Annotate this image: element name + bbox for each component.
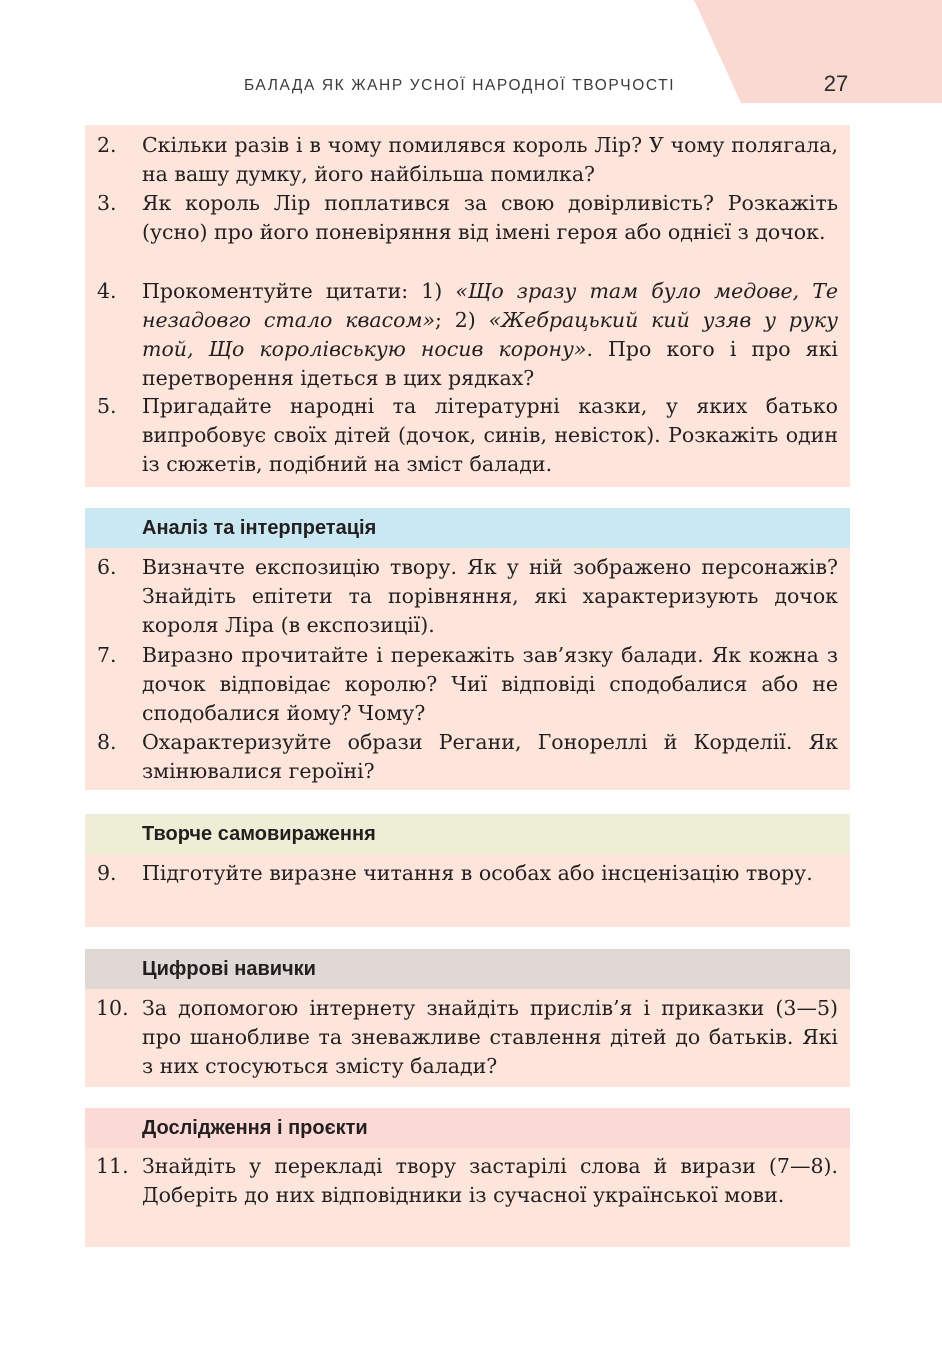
question-number: 3. [97, 191, 117, 215]
question-3 [85, 189, 850, 247]
question-text [142, 277, 838, 393]
question-text-part: Прокоментуйте цитати: 1) [142, 279, 456, 303]
running-title: БАЛАДА ЯК ЖАНР УСНОЇ НАРОДНОЇ ТВОРЧОСТІ [244, 77, 676, 94]
question-number: 2. [97, 133, 117, 157]
question-11 [85, 1152, 850, 1210]
question-text: Як король Лір поплатився за свою довірливість? Розкажіть (усно) про його поневіряння від імені героя або однієї з дочок. [142, 191, 838, 244]
question-10 [85, 994, 850, 1081]
question-5 [85, 392, 850, 479]
question-text: Підготуйте виразне читання в особах або інсценізацію твору. [142, 861, 813, 885]
question-text: Виразно прочитайте і перекажіть зав’язку балади. Як кожна з дочок відповідає королю? Чиї відповіді сподобалися або не сподобалися йому? Чому? [142, 643, 838, 725]
question-text: Знайдіть у перекладі твору застарілі слова й вирази (7—8). Доберіть до них відповідники із сучасної української мови. [142, 1154, 838, 1207]
question-number: 7. [97, 643, 117, 667]
question-text: За допомогою інтернету знайдіть прислів’я і приказки (3—5) про шанобливе та зневажливе ставлення дітей до батьків. Які з них стосуються змісту балади? [142, 996, 838, 1078]
section-header-research: Дослідження і проєкти [85, 1108, 850, 1148]
question-9 [85, 859, 850, 888]
section-header-creative: Творче самовираження [85, 814, 850, 854]
question-number: 10. [96, 996, 129, 1020]
question-text-part: . Про кого і про які перетворення ідеться в цих рядках? [142, 337, 838, 390]
question-number: 4. [97, 279, 117, 303]
section-header-analysis: Аналіз та інтерпретація [85, 508, 850, 548]
question-text: Визначте експозицію твору. Як у ній зображено персонажів? Знайдіть епітети та порівняння, які характеризують дочок короля Ліра (в експозиції). [142, 555, 838, 637]
quotation-2: «Жебрацький кий узяв у руку той, Що королівськую носив корону» [142, 308, 838, 361]
question-6 [85, 553, 850, 640]
question-text: Скільки разів і в чому помилявся король Лір? У чому полягала, на вашу думку, його найбільша помилка? [142, 133, 838, 186]
question-number: 11. [96, 1154, 129, 1178]
question-8 [85, 728, 850, 786]
question-number: 9. [97, 861, 117, 885]
question-number: 6. [97, 555, 117, 579]
question-2 [85, 131, 850, 189]
section-header-digital: Цифрові навички [85, 949, 850, 989]
question-text-part: ; 2) [435, 308, 489, 332]
page-number: 27 [823, 71, 849, 96]
question-7 [85, 641, 850, 728]
question-number: 5. [97, 394, 117, 418]
question-text: Охарактеризуйте образи Регани, Гонореллі й Корделії. Як змінювалися героїні? [142, 730, 838, 783]
question-number: 8. [97, 730, 117, 754]
quotation-1: «Що зразу там було медове, Те незадовго стало квасом» [142, 279, 839, 332]
question-4 [85, 277, 850, 393]
question-text: Пригадайте народні та літературні казки, у яких батько випробовує своїх дітей (дочок, синів, невісток). Розкажіть один із сюжетів, подібний на зміст балади. [142, 394, 838, 476]
